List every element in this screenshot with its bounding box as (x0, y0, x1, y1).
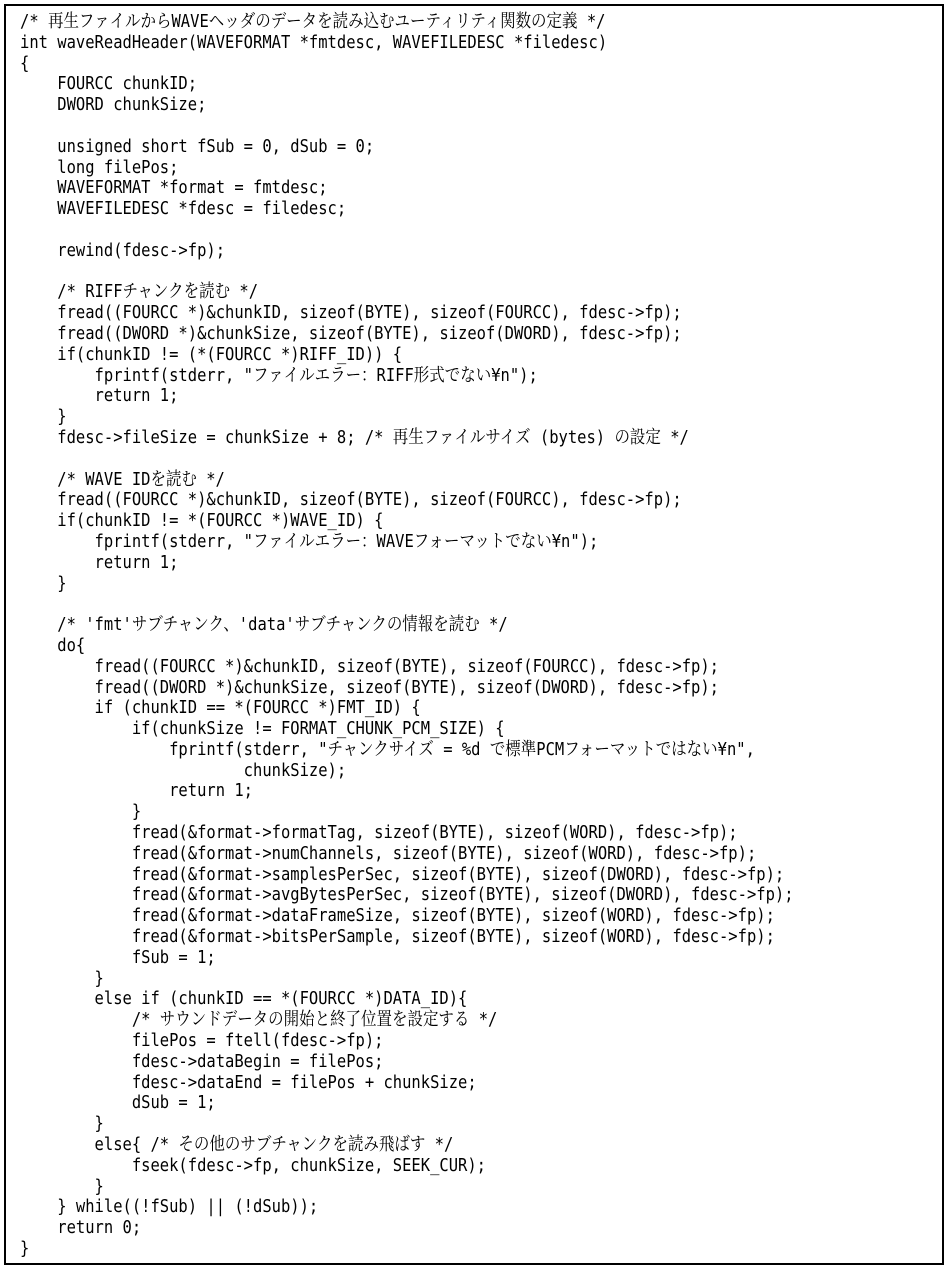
code-line: fSub = 1; (20, 946, 216, 968)
code-line: fread((DWORD *)&chunkSize, sizeof(BYTE), sizeof(DWORD), fdesc->fp); (20, 676, 719, 698)
code-line: rewind(fdesc->fp); (20, 239, 226, 261)
code-line: return 1; (20, 385, 179, 407)
code-line: fread(&format->dataFrameSize, sizeof(BYTE), sizeof(WORD), fdesc->fp); (20, 905, 775, 927)
code-line: long filePos; (20, 156, 179, 178)
code-line: else if (chunkID == *(FOURCC *)DATA_ID){ (20, 988, 468, 1010)
code-line: else{ /* その他のサブチャンクを読み飛ばす */ (20, 1134, 454, 1156)
code-line: if (chunkID == *(FOURCC *)FMT_ID) { (20, 697, 421, 719)
code-line: } (20, 572, 67, 594)
code-line: /* 'fmt'サブチャンク、'data'サブチャンクの情報を読む */ (20, 614, 508, 636)
code-line: } while((!fSub) || (!dSub)); (20, 1196, 319, 1218)
code-line: fread(&format->samplesPerSec, sizeof(BYTE), sizeof(DWORD), fdesc->fp); (20, 863, 785, 885)
code-line: WAVEFILEDESC *fdesc = filedesc; (20, 198, 347, 220)
code-line (20, 220, 794, 241)
code-line: } (20, 801, 142, 823)
code-line: fdesc->dataEnd = filePos + chunkSize; (20, 1071, 477, 1093)
code-line: /* WAVE IDを読む */ (20, 468, 225, 490)
code-listing-frame (4, 4, 944, 1265)
code-line: return 1; (20, 780, 254, 802)
code-line: fread((DWORD *)&chunkSize, sizeof(BYTE), sizeof(DWORD), fdesc->fp); (20, 322, 682, 344)
code-line: fprintf(stderr, "チャンクサイズ = %d で標準PCMフォーマットではない¥n", (20, 738, 755, 760)
code-line: } (20, 967, 104, 989)
code-line: int waveReadHeader(WAVEFORMAT *fmtdesc, WAVEFILEDESC *filedesc) (20, 31, 608, 53)
code-line: fseek(fdesc->fp, chunkSize, SEEK_CUR); (20, 1154, 486, 1176)
code-line: do{ (20, 634, 86, 656)
code-line: fread(&format->bitsPerSample, sizeof(BYTE), sizeof(WORD), fdesc->fp); (20, 926, 775, 948)
code-line: /* RIFFチャンクを読む */ (20, 281, 259, 303)
code-line: filePos = ftell(fdesc->fp); (20, 1030, 384, 1052)
code-line: dSub = 1; (20, 1092, 216, 1114)
code-line: fread((FOURCC *)&chunkID, sizeof(BYTE), sizeof(FOURCC), fdesc->fp); (20, 655, 719, 677)
code-line: fprintf(stderr, "ファイルエラー：WAVEフォーマットでない¥n"); (20, 530, 599, 552)
code-line: return 0; (20, 1217, 142, 1239)
code-line: { (20, 52, 30, 74)
code-line: } (20, 406, 67, 428)
code-line (20, 262, 794, 283)
code-line: FOURCC chunkID; (20, 73, 198, 95)
code-line: chunkSize); (20, 759, 347, 781)
code-listing (20, 12, 794, 1260)
code-line: fread(&format->avgBytesPerSec, sizeof(BYTE), sizeof(DWORD), fdesc->fp); (20, 884, 794, 906)
code-line: if(chunkID != (*(FOURCC *)RIFF_ID)) { (20, 343, 403, 365)
code-line: fdesc->dataBegin = filePos; (20, 1050, 384, 1072)
code-line: fread(&format->numChannels, sizeof(BYTE), sizeof(WORD), fdesc->fp); (20, 842, 757, 864)
code-line: WAVEFORMAT *format = fmtdesc; (20, 177, 328, 199)
code-line: return 1; (20, 551, 179, 573)
code-line: if(chunkID != *(FOURCC *)WAVE_ID) { (20, 510, 384, 532)
code-line: DWORD chunkSize; (20, 94, 207, 116)
code-line: } (20, 1175, 104, 1197)
code-line: fread((FOURCC *)&chunkID, sizeof(BYTE), sizeof(FOURCC), fdesc->fp); (20, 489, 682, 511)
code-line: /* 再生ファイルからWAVEヘッダのデータを読み込むユーティリティ関数の定義 */ (20, 11, 606, 32)
code-line (20, 594, 794, 615)
code-line (20, 116, 794, 137)
code-line: fread((FOURCC *)&chunkID, sizeof(BYTE), sizeof(FOURCC), fdesc->fp); (20, 302, 682, 324)
code-line: fprintf(stderr, "ファイルエラー：RIFF形式でない¥n"); (20, 364, 538, 386)
code-line (20, 449, 794, 470)
code-line: /* サウンドデータの開始と終了位置を設定する */ (20, 1009, 498, 1031)
code-line: fread(&format->formatTag, sizeof(BYTE), sizeof(WORD), fdesc->fp); (20, 822, 738, 844)
code-line: } (20, 1238, 30, 1260)
code-line: } (20, 1113, 104, 1135)
code-line: fdesc->fileSize = chunkSize + 8; /* 再生ファイルサイズ (bytes) の設定 */ (20, 426, 689, 448)
code-line: if(chunkSize != FORMAT_CHUNK_PCM_SIZE) { (20, 718, 505, 740)
code-line: unsigned short fSub = 0, dSub = 0; (20, 135, 375, 157)
